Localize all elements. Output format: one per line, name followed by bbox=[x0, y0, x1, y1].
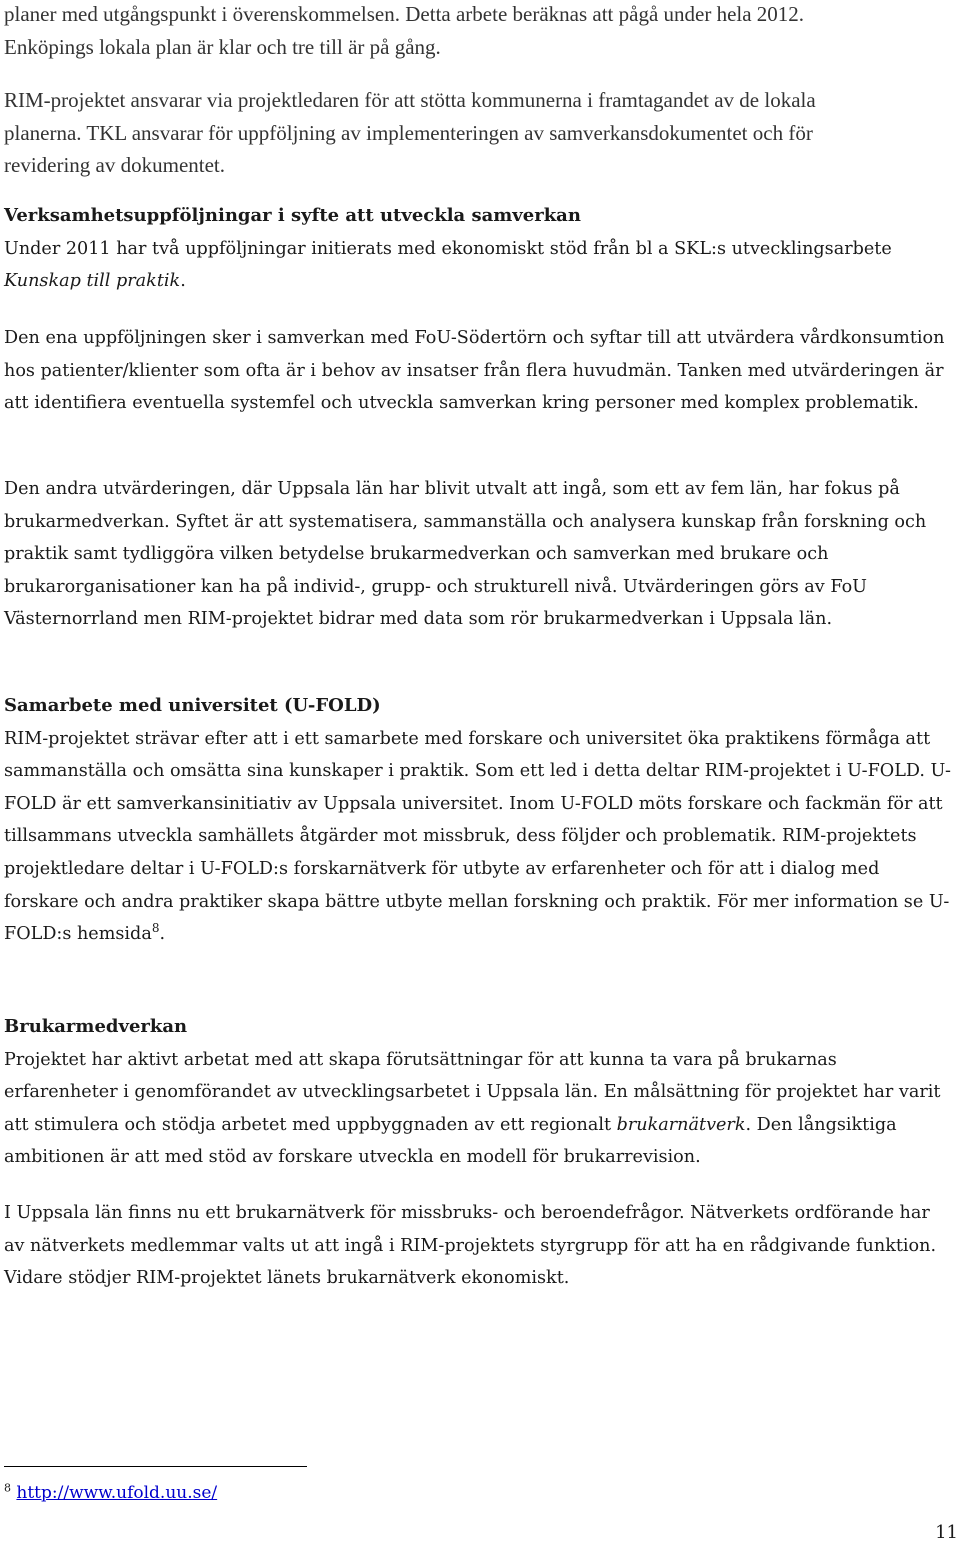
section-brukar-italic-term: brukarnätverk bbox=[616, 1114, 746, 1135]
paragraph-den-andra: Den andra utvärderingen, där Uppsala län har blivit utvalt att ingå, som ett av fem län, har fokus på brukarmedverkan. Syftet är att systematisera, sammanställa och analysera kunskap från forskning och praktik samt tydliggöra vilken betydelse brukarmedverkan och samverkan med brukare och brukarorganisationer kan ha på individ-, grupp- och strukturell nivå. Utvärderingen görs av FoU Västernorrland men RIM-projektet bidrar med data som rör brukarmedverkan i Uppsala län. bbox=[4, 479, 927, 630]
footnote-divider bbox=[4, 1466, 307, 1467]
section-brukar-text-end: . Den långsiktiga ambitionen är att med stöd av forskare utveckla en modell för brukarrevision. bbox=[4, 1114, 897, 1168]
paragraph-rim-responsibility-line-3: revidering av dokumentet. bbox=[4, 153, 226, 178]
paragraph-rim-responsibility-line-2: planerna. TKL ansvarar för uppföljning av implementeringen av samverkansdokumentet och för bbox=[4, 120, 813, 145]
page-number: 11 bbox=[935, 1522, 958, 1543]
section-ufold-text-end: . bbox=[159, 924, 166, 945]
section-ufold bbox=[4, 690, 952, 951]
paragraph-uppsala-brukarnatverk: I Uppsala län finns nu ett brukarnätverk för missbruks- och beroendefrågor. Nätverkets ordförande har av nätverkets medlemmar valts ut att ingå i RIM-projektets styrgrupp för att ha en rådgivande funktion. Vidare stödjer RIM-projektet länets brukarnätverk ekonomiskt. bbox=[4, 1203, 937, 1289]
section-verksamhet-text: Under 2011 har två uppföljningar initierats med ekonomiskt stöd från bl a SKL:s utvecklingsarbete bbox=[4, 238, 892, 259]
footnote bbox=[4, 1480, 217, 1506]
paragraph-rim-responsibility bbox=[4, 84, 952, 182]
section-ufold-text: RIM-projektet strävar efter att i ett samarbete med forskare och universitet öka praktikens förmåga att sammanställa och omsätta sina kunskaper i praktik. Som ett led i detta deltar RIM-projektet i U-FOLD. U-FOLD är ett samverkansinitiativ av Uppsala universitet. Inom U-FOLD möts forskare och fackmän för att tillsammans utveckla samhällets åtgärder mot missbruk, dess följder och problematik. RIM-projektets projektledare deltar i U-FOLD:s forskarnätverk för utbyte av erfarenheter och för att i dialog med forskare och andra praktiker skapa bättre utbyte mellan forskning och praktik. För mer information se U-FOLD:s hemsida bbox=[4, 728, 952, 945]
section-heading-verksamhetsuppfoljningar: Verksamhetsuppföljningar i syfte att utveckla samverkan bbox=[4, 205, 581, 226]
section-brukarmedverkan bbox=[4, 1011, 952, 1174]
section-verksamhetsuppfoljningar bbox=[4, 200, 952, 298]
paragraph-plan-status-line-1: planer med utgångspunkt i överenskommelsen. Detta arbete beräknas att pågå under hela 2012. bbox=[4, 2, 805, 26]
footnote-number: 8 bbox=[4, 1481, 11, 1495]
section-heading-ufold: Samarbete med universitet (U-FOLD) bbox=[4, 695, 381, 716]
footnote-link[interactable]: http://www.ufold.uu.se/ bbox=[16, 1483, 218, 1503]
section-verksamhet-italic-title: Kunskap till praktik bbox=[4, 271, 181, 292]
section-heading-brukarmedverkan: Brukarmedverkan bbox=[4, 1016, 188, 1037]
paragraph-plan-status-line-2: Enköpings lokala plan är klar och tre till är på gång. bbox=[4, 34, 441, 59]
section-verksamhet-text-end: . bbox=[180, 271, 186, 292]
paragraph-den-ena: Den ena uppföljningen sker i samverkan med FoU-Södertörn och syftar till att utvärdera vårdkonsumtion hos patienter/klienter som ofta är i behov av insatser från flera huvudmän. Tanken med utvärderingen är att identifiera eventuella systemfel och utveckla samverkan kring personer med komplex problematik. bbox=[4, 328, 945, 414]
section-brukar-text: Projektet har aktivt arbetat med att skapa förutsättningar för att kunna ta vara på brukarnas erfarenheter i genomförandet av utvecklingsarbetet i Uppsala län. En målsättning för projektet har varit att stimulera och stödja arbetet med uppbyggnaden av ett regionalt bbox=[4, 1049, 941, 1135]
paragraph-plan-status bbox=[4, 0, 952, 63]
footnote-reference[interactable]: 8 bbox=[151, 921, 160, 936]
paragraph-rim-responsibility-line-1: RIM-projektet ansvarar via projektledaren för att stötta kommunerna i framtagandet av de lokala bbox=[4, 88, 816, 112]
